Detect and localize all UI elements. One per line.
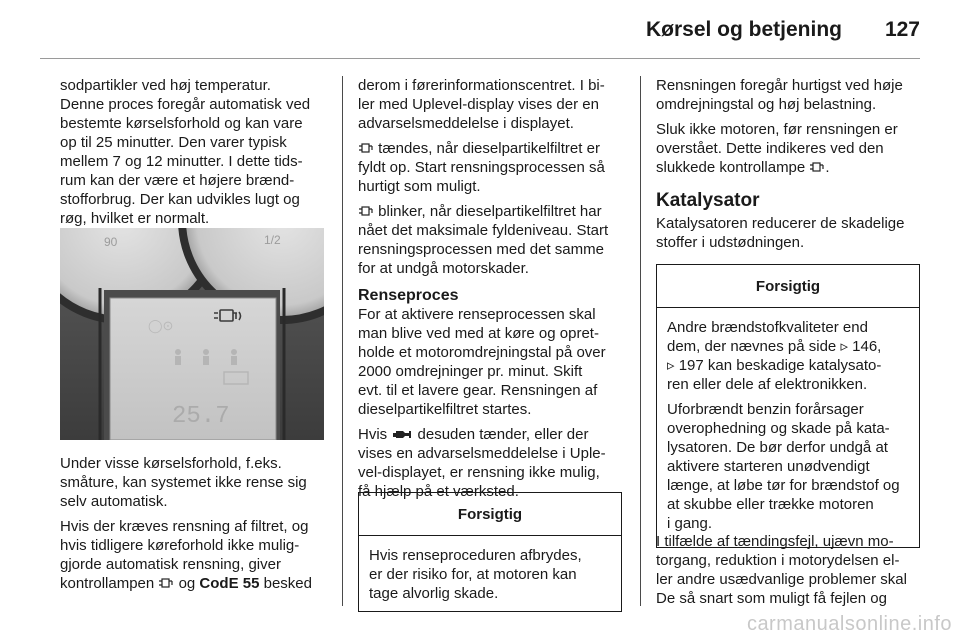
column-3-lower [656,532,920,614]
col3-paragraph-3: Katalysatoren reducerer de skadelige stoffer i udstødningen. [656,215,905,251]
display-readout: 25.7 [172,403,230,430]
page-reference-arrow-icon: ▹ [840,338,848,355]
column-divider-left [342,76,343,606]
code-55-label: CodE 55 [199,575,260,592]
col3-paragraph-2: Sluk ikke motoren, før rensningen er overstået. Dette indikeres ved den slukkede kontrollampe . [656,121,898,176]
caution-box-col2 [358,492,622,612]
column-1 [60,76,326,234]
header-rule [40,58,920,59]
diesel-filter-icon [358,142,374,154]
instrument-cluster-photo [60,228,324,440]
diesel-filter-icon [158,577,174,589]
col1-paragraph-3: Hvis der kræves rensning af filtret, og hvis tidligere køreforhold ikke mulig- gjorde automatisk rensning, giver kontrollampen og CodE 55 besked [60,518,312,592]
diesel-filter-icon [809,161,825,173]
caution-box-title: Forsigtig [657,265,919,308]
page-number: 127 [884,18,920,41]
heading-katalysator: Katalysator [656,190,760,211]
instrument-cluster-illustration [60,228,324,440]
engine-warning-icon [391,428,413,440]
column-2 [358,76,624,507]
caution-box-body: Hvis renseproceduren afbrydes, er der risiko for, at motoren kan tage alvorlig skade. [369,547,582,602]
page-reference-arrow-icon: ▹ [667,357,675,374]
col3-paragraph-1: Rensningen foregår hurtigst ved høje omdrejningstal og høj belastning. [656,77,903,113]
col2-paragraph-3: blinker, når dieselpartikelfiltret har nået det maksimale fyldeniveau. Start rensningsprocessen med det samme for at undgå motorskader. [358,203,609,277]
caution-box-body: Andre brændstofkvaliteter end dem, der nævnes på side ▹ 146, ▹ 197 kan beskadige katalysato- ren eller dele af elektronikken. Uforbrændt benzin forårsager overophedning og skade på kata- lysatoren. De bør derfor undgå at aktivere starteren unødvendigt længe, at løbe tør for brændstof og at skubbe eller trække motoren i gang. [667,319,900,532]
col2-paragraph-1: derom i førerinformationscentret. I bi- ler med Uplevel-display vises der en advarselsmeddelelse i displayet. [358,77,605,132]
left-dial-label: 90 [104,235,118,249]
column-divider-right [640,76,641,606]
column-1-lower [60,454,326,599]
subheading-renseproces: Renseproces [358,287,459,304]
col1-paragraph-2: Under visse kørselsforhold, f.eks. småture, kan systemet ikke rense sig selv automatisk. [60,455,307,510]
caution-box-title: Forsigtig [359,493,621,536]
col3-paragraph-4: I tilfælde af tændingsfejl, ujævn mo- torgang, reduktion i motorydelsen el- ler andre usædvanlige problemer skal De så snart som muligt få fejlen og [656,533,907,607]
watermark-text: carmanualsonline.info [746,613,952,635]
svg-text:◯⊙: ◯⊙ [148,318,174,333]
col1-paragraph-1: sodpartikler ved høj temperatur. Denne proces foregår automatisk ved bestemte kørselsforhold og kan vare op til 25 minutter. Den varer typisk mellem 7 og 12 minutter. I dette tids- rum kan der være et højere brænd- stofforbrug. Der kan udvikles lugt og røg, hvilket er normalt. [60,77,311,227]
diesel-filter-icon [358,205,374,217]
col2-paragraph-4: For at aktivere renseprocessen skal man blive ved med at køre og opret- holde et motoromdrejningstal på over 2000 omdrejninger pr. minut. Skift evt. til et lavere gear. Rensningen af dieselpartikelfiltret startes. [358,306,606,418]
col2-paragraph-2: tændes, når dieselpartikelfiltret er fyldt op. Start rensningsprocessen så hurtigt som muligt. [358,140,605,195]
page-header-title: Kørsel og betjening [645,18,842,41]
right-dial-label: 1/2 [264,233,281,247]
column-3 [656,76,920,258]
col2-paragraph-5: Hvis desuden tænder, eller der vises en advarselsmeddelelse i Uple- vel-displayet, er rensning ikke mulig, få hjælp på et værksted. [358,426,606,500]
caution-box-col3 [656,264,920,548]
